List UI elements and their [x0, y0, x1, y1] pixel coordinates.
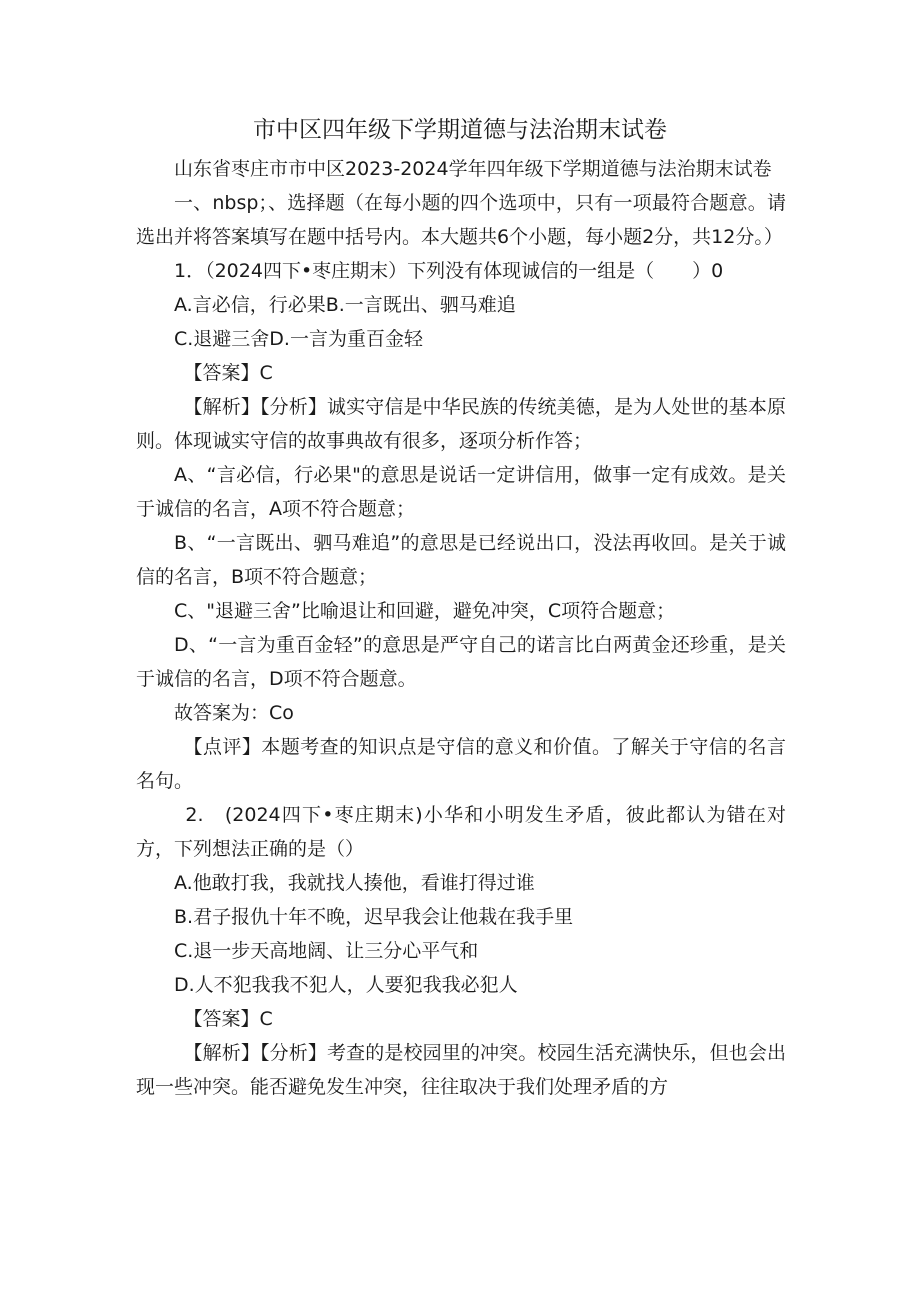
question-2-option-b: B.君子报仇十年不晚，迟早我会让他栽在我手里 — [174, 906, 574, 928]
question-2-option-a: A.他敢打我，我就找人揍他，看谁打得过谁 — [174, 872, 535, 894]
question-1-analysis-d: D、“一言为重百金轻”的意思是严守自己的诺言比白两黄金还珍重，是关于诚信的名言，D项不符合题意。 — [136, 634, 786, 690]
question-2-option-d: D.人不犯我我不犯人，人要犯我我必犯人 — [174, 974, 518, 996]
question-2-analysis: 【解析】【分析】考查的是校园里的冲突。校园生活充满快乐，但也会出现一些冲突。能否避免发生冲突，往往取决于我们处理矛盾的方 — [136, 1042, 786, 1098]
question-1-analysis-b: B、“一言既出、驷马难追”的意思是已经说出口，没法再收回。是关于诚信的名言，B项不符合题意； — [136, 532, 786, 588]
document-title: 市中区四年级下学期道德与法治期末试卷 — [253, 117, 667, 143]
question-2-stem: 2. (2024四下•枣庄期末)小华和小明发生矛盾，彼此都认为错在对方，下列想法正确的是（） — [136, 804, 786, 860]
question-1-answer: 【答案】C — [183, 362, 273, 384]
question-1-stem: 1．（2024四下•枣庄期末）下列没有体现诚信的一组是（ ）0 — [174, 260, 724, 282]
question-1-conclusion: 故答案为：Co — [174, 702, 294, 724]
question-1-analysis-c: C、"退避三舍”比喻退让和回避，避免冲突，C项符合题意； — [174, 600, 676, 622]
question-1-analysis: 【解析】【分析】诚实守信是中华民族的传统美德，是为人处世的基本原则。体现诚实守信的故事典故有很多，逐项分析作答； — [136, 396, 786, 452]
section-instructions: 一、nbsp；、选择题（在每小题的四个选项中，只有一项最符合题意。请选出并将答案填写在题中括号内。本大题共6个小题，每小题2分，共12分。） — [136, 192, 786, 248]
subtitle-paragraph: 山东省枣庄市市中区2023-2024学年四年级下学期道德与法治期末试卷 — [174, 158, 772, 180]
document-body — [136, 152, 786, 1104]
question-2-option-c: C.退一步天高地阔、让三分心平气和 — [174, 940, 479, 962]
question-1-options-ab: A.言必信，行必果B.一言既出、驷马难追 — [174, 294, 516, 316]
question-1-analysis-a: A、“言必信，行必果"的意思是说话一定讲信用，做事一定有成效。是关于诚信的名言，A项不符合题意； — [136, 464, 786, 520]
question-1-comment: 【点评】本题考查的知识点是守信的意义和价值。了解关于守信的名言名句。 — [136, 736, 786, 792]
question-2-answer: 【答案】C — [183, 1008, 273, 1030]
question-1-options-cd: C.退避三舍D.一言为重百金轻 — [174, 328, 423, 350]
